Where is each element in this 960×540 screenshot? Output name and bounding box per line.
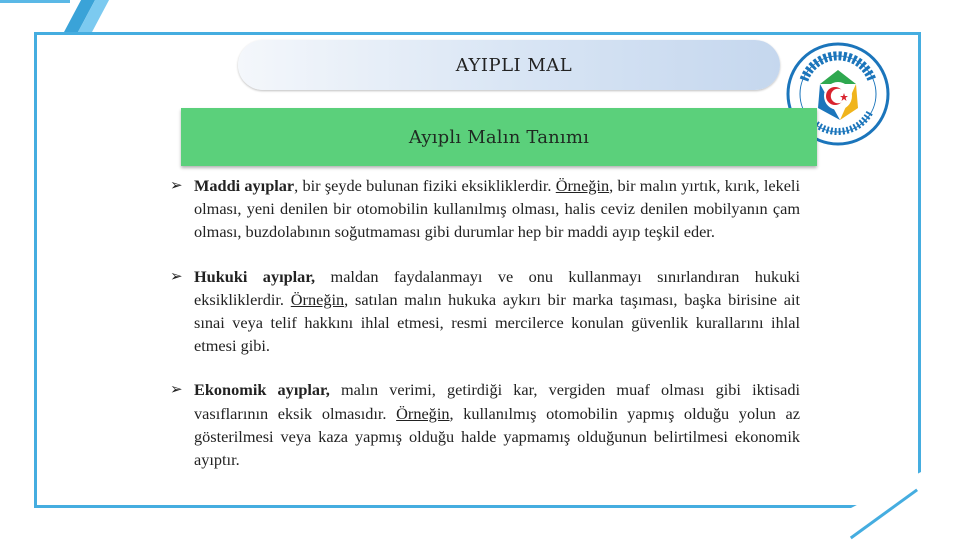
list-item-maddi — [170, 174, 800, 244]
item-text: , kullanılmış otomobilin yapmış olduğu yolun az gösterilmesi veya kaza yapmış olduğu halde yapmamış olduğunun belirtilmesi ekonomik ayıptır. — [194, 403, 800, 470]
list-item-ekonomik — [170, 378, 800, 471]
title-banner — [238, 40, 780, 90]
example-label: Örneğin — [290, 289, 345, 309]
item-text: , bir malın yırtık, kırık, lekeli olması, yeni denilen bir otomobilin kullanılmış olması, halis ceviz denilen mobilyanın çam olması, buzdolabının soğutmaması gibi durumlar hep bir maddi ayıp teşkil eder. — [194, 176, 800, 242]
item-term: Maddi ayıplar — [194, 176, 295, 195]
frame-corner-cut — [851, 472, 921, 508]
example-label: Örneğin — [555, 176, 610, 195]
item-text: malın verimi, getirdiği kar, vergiden muaf olması gibi iktisadi vasıflarının eksik olmasıdır. — [194, 380, 801, 423]
item-text: maldan faydalanmayı ve onu kullanmayı sınırlandıran hukuki eksikliklerdir. — [194, 266, 800, 309]
item-text: , bir şeyde bulunan fiziki eksikliklerdir. — [294, 176, 556, 195]
arrow-bullet-icon: ➢ — [170, 380, 183, 399]
example-label: Örneğin — [396, 403, 450, 423]
section-subtitle: Ayıplı Malın Tanımı — [408, 126, 590, 148]
item-term: Ekonomik ayıplar, — [194, 380, 330, 400]
arrow-bullet-icon: ➢ — [170, 176, 183, 194]
top-accent-line — [0, 0, 70, 3]
item-text: , satılan malın hukuka aykırı bir marka taşıması, başka birisine ait sınai veya telif hakkını ihlal etmesi, resmi mercilerce konulan güvenlik kurallarını ihlal etmesi gibi. — [194, 289, 800, 356]
subtitle-banner — [181, 108, 817, 166]
definition-list — [170, 174, 800, 471]
list-item-hukuki — [170, 265, 800, 358]
arrow-bullet-icon: ➢ — [170, 266, 183, 285]
page-title: AYIPLI MAL — [455, 54, 573, 76]
item-term: Hukuki ayıplar, — [194, 266, 316, 286]
